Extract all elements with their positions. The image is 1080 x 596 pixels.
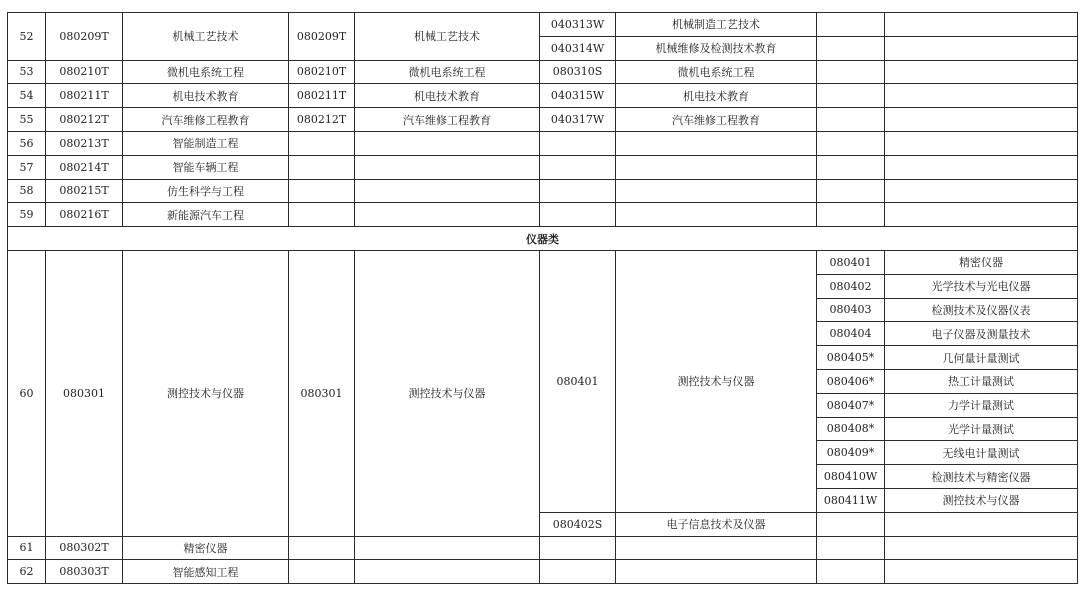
major-name: 仿生科学与工程 [123,179,289,203]
major-name: 智能车辆工程 [123,155,289,179]
empty-cell [817,60,885,84]
empty-cell [289,203,355,227]
old-major-code: 080403 [817,298,885,322]
category-row [8,227,1078,251]
empty-cell [616,131,817,155]
major-name-3: 机电技术教育 [616,84,817,108]
major-code: 080213T [46,131,123,155]
row-number: 52 [8,13,46,61]
old-major-code: 080402 [817,274,885,298]
old-major-name: 电子仪器及测量技术 [885,322,1078,346]
empty-cell [289,179,355,203]
empty-cell [355,536,540,560]
old-major-name: 光学计量测试 [885,417,1078,441]
table-row [8,560,1078,584]
major-name: 汽车维修工程教育 [123,108,289,132]
old-major-name: 检测技术与精密仪器 [885,465,1078,489]
empty-cell [540,131,616,155]
major-code: 080215T [46,179,123,203]
major-code-2: 080212T [289,108,355,132]
row-number: 59 [8,203,46,227]
major-name: 测控技术与仪器 [123,250,289,536]
empty-cell [817,179,885,203]
empty-cell [289,560,355,584]
major-code-3: 040313W [540,13,616,37]
old-major-name: 力学计量测试 [885,393,1078,417]
row-number: 58 [8,179,46,203]
old-major-name: 热工计量测试 [885,369,1078,393]
empty-cell [540,203,616,227]
major-name-2: 机械工艺技术 [355,13,540,61]
empty-cell [885,512,1078,536]
major-code-3: 080310S [540,60,616,84]
major-name-3: 微机电系统工程 [616,60,817,84]
empty-cell [885,155,1078,179]
empty-cell [885,131,1078,155]
major-name-2: 汽车维修工程教育 [355,108,540,132]
old-major-name: 几何量计量测试 [885,346,1078,370]
major-name: 智能制造工程 [123,131,289,155]
empty-cell [817,512,885,536]
major-name-3: 机械制造工艺技术 [616,13,817,37]
major-code-3: 080402S [540,512,616,536]
major-name-2: 微机电系统工程 [355,60,540,84]
major-code: 080303T [46,560,123,584]
empty-cell [355,560,540,584]
major-name: 智能感知工程 [123,560,289,584]
empty-cell [540,155,616,179]
empty-cell [885,13,1078,37]
empty-cell [885,536,1078,560]
old-major-name: 光学技术与光电仪器 [885,274,1078,298]
row-number: 53 [8,60,46,84]
empty-cell [885,36,1078,60]
old-major-code: 080407* [817,393,885,417]
major-name: 机电技术教育 [123,84,289,108]
major-code: 080209T [46,13,123,61]
empty-cell [885,84,1078,108]
row-number: 62 [8,560,46,584]
empty-cell [616,155,817,179]
major-code-3: 080401 [540,250,616,512]
major-name-3: 汽车维修工程教育 [616,108,817,132]
major-catalog-table [7,12,1078,584]
table-row [8,536,1078,560]
old-major-name: 测控技术与仪器 [885,488,1078,512]
row-number: 56 [8,131,46,155]
major-code: 080210T [46,60,123,84]
row-number: 60 [8,250,46,536]
major-code: 080301 [46,250,123,536]
old-major-code: 080401 [817,250,885,274]
empty-cell [540,536,616,560]
major-name-3: 电子信息技术及仪器 [616,512,817,536]
row-number: 57 [8,155,46,179]
table-row [8,203,1078,227]
old-major-name: 检测技术及仪器仪表 [885,298,1078,322]
empty-cell [540,179,616,203]
major-name-2: 机电技术教育 [355,84,540,108]
major-code-2: 080210T [289,60,355,84]
empty-cell [885,203,1078,227]
major-name: 微机电系统工程 [123,60,289,84]
empty-cell [289,536,355,560]
empty-cell [885,60,1078,84]
major-code-3: 040315W [540,84,616,108]
empty-cell [817,560,885,584]
major-code: 080211T [46,84,123,108]
empty-cell [817,203,885,227]
empty-cell [616,179,817,203]
empty-cell [540,560,616,584]
row-number: 61 [8,536,46,560]
table-row [8,250,1078,274]
old-major-code: 080404 [817,322,885,346]
empty-cell [616,560,817,584]
empty-cell [817,36,885,60]
empty-cell [885,179,1078,203]
old-major-code: 080411W [817,488,885,512]
old-major-name: 无线电计量测试 [885,441,1078,465]
old-major-code: 080406* [817,369,885,393]
old-major-code: 080405* [817,346,885,370]
major-code-2: 080211T [289,84,355,108]
major-name-3: 测控技术与仪器 [616,250,817,512]
empty-cell [885,560,1078,584]
empty-cell [885,108,1078,132]
table-row [8,108,1078,132]
empty-cell [289,131,355,155]
empty-cell [616,536,817,560]
row-number: 54 [8,84,46,108]
table-row [8,13,1078,37]
category-heading: 仪器类 [8,227,1078,251]
major-code-2: 080209T [289,13,355,61]
table-row [8,131,1078,155]
major-name: 机械工艺技术 [123,13,289,61]
major-name: 新能源汽车工程 [123,203,289,227]
major-code: 080214T [46,155,123,179]
major-name-2: 测控技术与仪器 [355,250,540,536]
empty-cell [616,203,817,227]
major-name: 精密仪器 [123,536,289,560]
major-code-2: 080301 [289,250,355,536]
empty-cell [817,536,885,560]
empty-cell [817,84,885,108]
old-major-code: 080410W [817,465,885,489]
empty-cell [355,179,540,203]
old-major-code: 080409* [817,441,885,465]
empty-cell [355,131,540,155]
major-code-3: 040317W [540,108,616,132]
empty-cell [289,155,355,179]
empty-cell [355,155,540,179]
major-code: 080212T [46,108,123,132]
major-code: 080216T [46,203,123,227]
table-row [8,179,1078,203]
major-code: 080302T [46,536,123,560]
major-name-3: 机械维修及检测技术教育 [616,36,817,60]
empty-cell [817,108,885,132]
table-row [8,155,1078,179]
empty-cell [817,131,885,155]
old-major-code: 080408* [817,417,885,441]
table-row [8,84,1078,108]
major-code-3: 040314W [540,36,616,60]
old-major-name: 精密仪器 [885,250,1078,274]
empty-cell [355,203,540,227]
empty-cell [817,13,885,37]
empty-cell [817,155,885,179]
table-row [8,60,1078,84]
row-number: 55 [8,108,46,132]
